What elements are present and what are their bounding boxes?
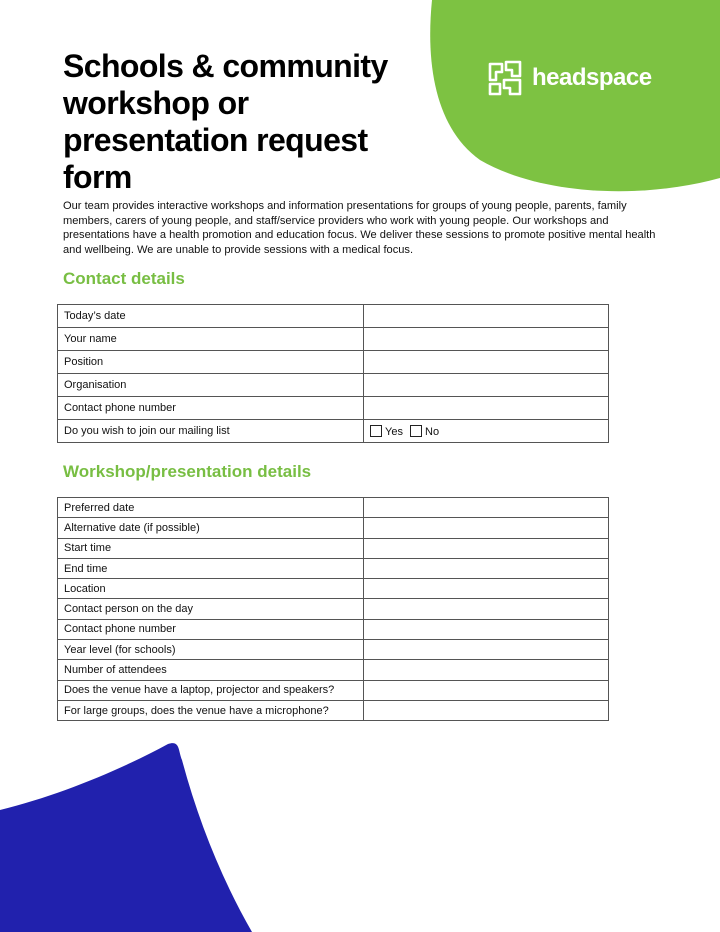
workshop-details-heading: Workshop/presentation details <box>63 462 312 481</box>
table-row <box>58 538 609 558</box>
answer-cell[interactable] <box>364 579 609 599</box>
mailing-list-options <box>364 420 609 443</box>
row-label: Year level (for schools) <box>58 640 364 660</box>
answer-cell[interactable] <box>364 599 609 619</box>
logo-wordmark: headspace <box>532 64 652 91</box>
workshop-details-table <box>57 497 609 721</box>
row-label: Contact phone number <box>58 397 364 420</box>
table-row <box>58 328 609 351</box>
answer-cell[interactable] <box>364 558 609 578</box>
answer-cell[interactable] <box>364 498 609 518</box>
answer-cell[interactable] <box>364 538 609 558</box>
row-label: Position <box>58 351 364 374</box>
row-label: Preferred date <box>58 498 364 518</box>
row-label: Start time <box>58 538 364 558</box>
row-label: Do you wish to join our mailing list <box>58 420 364 443</box>
answer-cell[interactable] <box>364 518 609 538</box>
row-label: Contact phone number <box>58 619 364 639</box>
table-row <box>58 700 609 720</box>
no-checkbox[interactable] <box>410 425 422 437</box>
answer-cell[interactable] <box>364 660 609 680</box>
row-label: Does the venue have a laptop, projector and speakers? <box>58 680 364 700</box>
table-row <box>58 498 609 518</box>
row-label: Contact person on the day <box>58 599 364 619</box>
answer-cell[interactable] <box>364 619 609 639</box>
headspace-logo-icon <box>486 58 526 98</box>
answer-cell[interactable] <box>364 397 609 420</box>
answer-cell[interactable] <box>364 640 609 660</box>
intro-paragraph: Our team provides interactive workshops and information presentations for groups of young people, parents, family members, carers of young people, and staff/service providers who work with young people. Our workshops and presentations have a health promotion and education focus. We deliver these sessions to promote positive mental health and wellbeing. We are unable to provide sessions with a medical focus. <box>63 200 656 256</box>
yes-checkbox[interactable] <box>370 425 382 437</box>
answer-cell[interactable] <box>364 374 609 397</box>
headspace-logo <box>486 58 652 98</box>
table-row <box>58 579 609 599</box>
row-label: Location <box>58 579 364 599</box>
row-label: End time <box>58 558 364 578</box>
answer-cell[interactable] <box>364 700 609 720</box>
table-row <box>58 619 609 639</box>
row-label: Organisation <box>58 374 364 397</box>
answer-cell[interactable] <box>364 351 609 374</box>
table-row <box>58 640 609 660</box>
row-label: Number of attendees <box>58 660 364 680</box>
row-label: Today’s date <box>58 305 364 328</box>
table-row <box>58 660 609 680</box>
table-row <box>58 518 609 538</box>
answer-cell[interactable] <box>364 328 609 351</box>
yes-label: Yes <box>385 425 403 438</box>
page-title: Schools & community workshop or presentation request form <box>63 48 388 195</box>
table-row <box>58 397 609 420</box>
no-label: No <box>425 425 440 438</box>
table-row <box>58 558 609 578</box>
contact-details-table <box>57 304 609 443</box>
table-row <box>58 351 609 374</box>
row-label: Alternative date (if possible) <box>58 518 364 538</box>
answer-cell[interactable] <box>364 305 609 328</box>
answer-cell[interactable] <box>364 680 609 700</box>
table-row <box>58 374 609 397</box>
row-label: Your name <box>58 328 364 351</box>
contact-details-heading: Contact details <box>63 269 185 288</box>
table-row <box>58 420 609 443</box>
table-row <box>58 599 609 619</box>
table-row <box>58 305 609 328</box>
table-row <box>58 680 609 700</box>
row-label: For large groups, does the venue have a microphone? <box>58 700 364 720</box>
